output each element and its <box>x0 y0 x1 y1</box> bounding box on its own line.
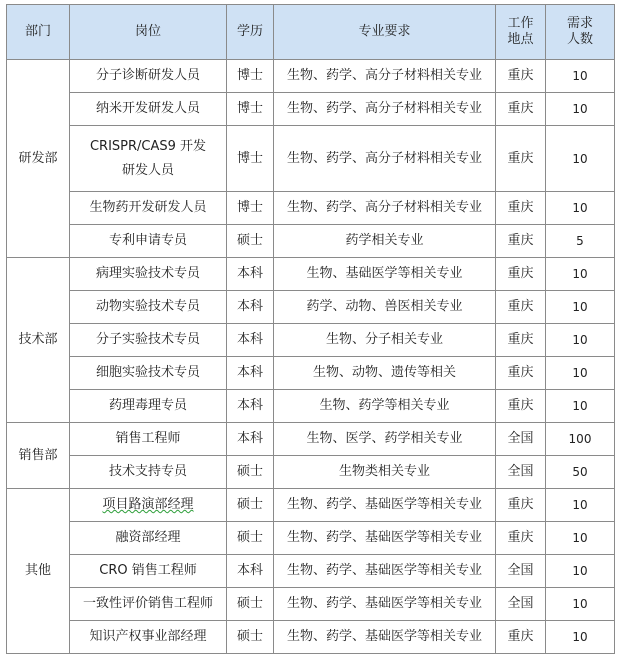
major-cell: 生物、动物、遗传等相关 <box>274 357 496 390</box>
header-dept: 部门 <box>7 5 70 60</box>
major-cell: 生物、药学等相关专业 <box>274 390 496 423</box>
position-cell: 病理实验技术专员 <box>70 258 227 291</box>
education-cell: 硕士 <box>227 225 274 258</box>
table-row <box>7 258 615 291</box>
location-cell: 重庆 <box>496 93 546 126</box>
header-major: 专业要求 <box>274 5 496 60</box>
location-cell: 重庆 <box>496 60 546 93</box>
major-cell: 生物、药学、高分子材料相关专业 <box>274 93 496 126</box>
education-cell: 硕士 <box>227 588 274 621</box>
dept-cell: 其他 <box>7 489 70 654</box>
count-cell: 10 <box>546 324 615 357</box>
location-cell: 全国 <box>496 423 546 456</box>
major-cell: 生物、药学、高分子材料相关专业 <box>274 60 496 93</box>
location-cell: 重庆 <box>496 225 546 258</box>
major-cell: 生物、医学、药学相关专业 <box>274 423 496 456</box>
count-cell: 10 <box>546 588 615 621</box>
location-cell: 重庆 <box>496 357 546 390</box>
education-cell: 博士 <box>227 126 274 192</box>
count-cell: 10 <box>546 489 615 522</box>
count-cell: 10 <box>546 93 615 126</box>
count-cell: 5 <box>546 225 615 258</box>
table-row <box>7 522 615 555</box>
education-cell: 博士 <box>227 192 274 225</box>
table-row <box>7 456 615 489</box>
header-location-line2: 地点 <box>507 32 534 47</box>
table-row <box>7 423 615 456</box>
table-row <box>7 621 615 654</box>
major-cell: 药学、动物、兽医相关专业 <box>274 291 496 324</box>
table-row <box>7 93 615 126</box>
position-text-spellcheck: 项目路演部经理 <box>102 497 194 512</box>
dept-cell: 技术部 <box>7 258 70 423</box>
position-cell: 一致性评价销售工程师 <box>70 588 227 621</box>
major-cell: 生物、药学、基础医学等相关专业 <box>274 588 496 621</box>
table-row <box>7 324 615 357</box>
count-cell: 10 <box>546 555 615 588</box>
major-cell: 生物、药学、高分子材料相关专业 <box>274 126 496 192</box>
position-cell: 药理毒理专员 <box>70 390 227 423</box>
header-education: 学历 <box>227 5 274 60</box>
count-cell: 10 <box>546 126 615 192</box>
count-cell: 50 <box>546 456 615 489</box>
count-cell: 10 <box>546 60 615 93</box>
header-position: 岗位 <box>70 5 227 60</box>
position-cell: 分子诊断研发人员 <box>70 60 227 93</box>
table-row <box>7 60 615 93</box>
header-location <box>496 5 546 60</box>
location-cell: 重庆 <box>496 126 546 192</box>
header-row <box>7 5 615 60</box>
position-cell: 分子实验技术专员 <box>70 324 227 357</box>
table-row <box>7 225 615 258</box>
table-row <box>7 192 615 225</box>
table-row <box>7 390 615 423</box>
count-cell: 10 <box>546 258 615 291</box>
count-cell: 10 <box>546 522 615 555</box>
major-cell: 生物类相关专业 <box>274 456 496 489</box>
major-cell: 生物、分子相关专业 <box>274 324 496 357</box>
table-row <box>7 357 615 390</box>
education-cell: 硕士 <box>227 621 274 654</box>
location-cell: 重庆 <box>496 192 546 225</box>
count-cell: 10 <box>546 357 615 390</box>
header-count-line2: 人数 <box>566 32 593 47</box>
education-cell: 硕士 <box>227 456 274 489</box>
position-cell: 细胞实验技术专员 <box>70 357 227 390</box>
education-cell: 硕士 <box>227 489 274 522</box>
dept-cell: 销售部 <box>7 423 70 489</box>
education-cell: 本科 <box>227 423 274 456</box>
recruitment-table <box>6 4 615 654</box>
major-cell: 生物、基础医学等相关专业 <box>274 258 496 291</box>
location-cell: 全国 <box>496 588 546 621</box>
count-cell: 10 <box>546 291 615 324</box>
position-cell: 纳米开发研发人员 <box>70 93 227 126</box>
position-cell: 销售工程师 <box>70 423 227 456</box>
position-cell: 融资部经理 <box>70 522 227 555</box>
position-cell: 动物实验技术专员 <box>70 291 227 324</box>
major-cell: 生物、药学、基础医学等相关专业 <box>274 489 496 522</box>
major-cell: 生物、药学、高分子材料相关专业 <box>274 192 496 225</box>
education-cell: 博士 <box>227 93 274 126</box>
table-row <box>7 126 615 192</box>
header-count <box>546 5 615 60</box>
table-row <box>7 489 615 522</box>
major-cell: 生物、药学、基础医学等相关专业 <box>274 522 496 555</box>
position-cell <box>70 489 227 522</box>
location-cell: 全国 <box>496 456 546 489</box>
table-row <box>7 291 615 324</box>
location-cell: 重庆 <box>496 390 546 423</box>
location-cell: 重庆 <box>496 291 546 324</box>
education-cell: 博士 <box>227 60 274 93</box>
education-cell: 本科 <box>227 390 274 423</box>
position-cell: 专利申请专员 <box>70 225 227 258</box>
header-location-line1: 工作 <box>507 16 534 31</box>
position-line1: CRISPR/CAS9 开发 <box>89 138 207 154</box>
count-cell: 10 <box>546 390 615 423</box>
major-cell: 生物、药学、基础医学等相关专业 <box>274 555 496 588</box>
position-cell: 技术支持专员 <box>70 456 227 489</box>
location-cell: 重庆 <box>496 258 546 291</box>
location-cell: 重庆 <box>496 522 546 555</box>
count-cell: 10 <box>546 192 615 225</box>
position-cell <box>70 126 227 192</box>
education-cell: 硕士 <box>227 522 274 555</box>
major-cell: 生物、药学、基础医学等相关专业 <box>274 621 496 654</box>
position-cell: 生物药开发研发人员 <box>70 192 227 225</box>
position-cell: 知识产权事业部经理 <box>70 621 227 654</box>
education-cell: 本科 <box>227 258 274 291</box>
table-row <box>7 588 615 621</box>
position-line2: 研发人员 <box>121 162 174 178</box>
education-cell: 本科 <box>227 357 274 390</box>
recruitment-table-container <box>6 4 615 654</box>
education-cell: 本科 <box>227 291 274 324</box>
education-cell: 本科 <box>227 324 274 357</box>
header-count-line1: 需求 <box>566 16 593 31</box>
location-cell: 全国 <box>496 555 546 588</box>
table-row <box>7 555 615 588</box>
location-cell: 重庆 <box>496 489 546 522</box>
dept-cell: 研发部 <box>7 60 70 258</box>
location-cell: 重庆 <box>496 621 546 654</box>
position-cell: CRO 销售工程师 <box>70 555 227 588</box>
count-cell: 100 <box>546 423 615 456</box>
major-cell: 药学相关专业 <box>274 225 496 258</box>
count-cell: 10 <box>546 621 615 654</box>
education-cell: 本科 <box>227 555 274 588</box>
location-cell: 重庆 <box>496 324 546 357</box>
